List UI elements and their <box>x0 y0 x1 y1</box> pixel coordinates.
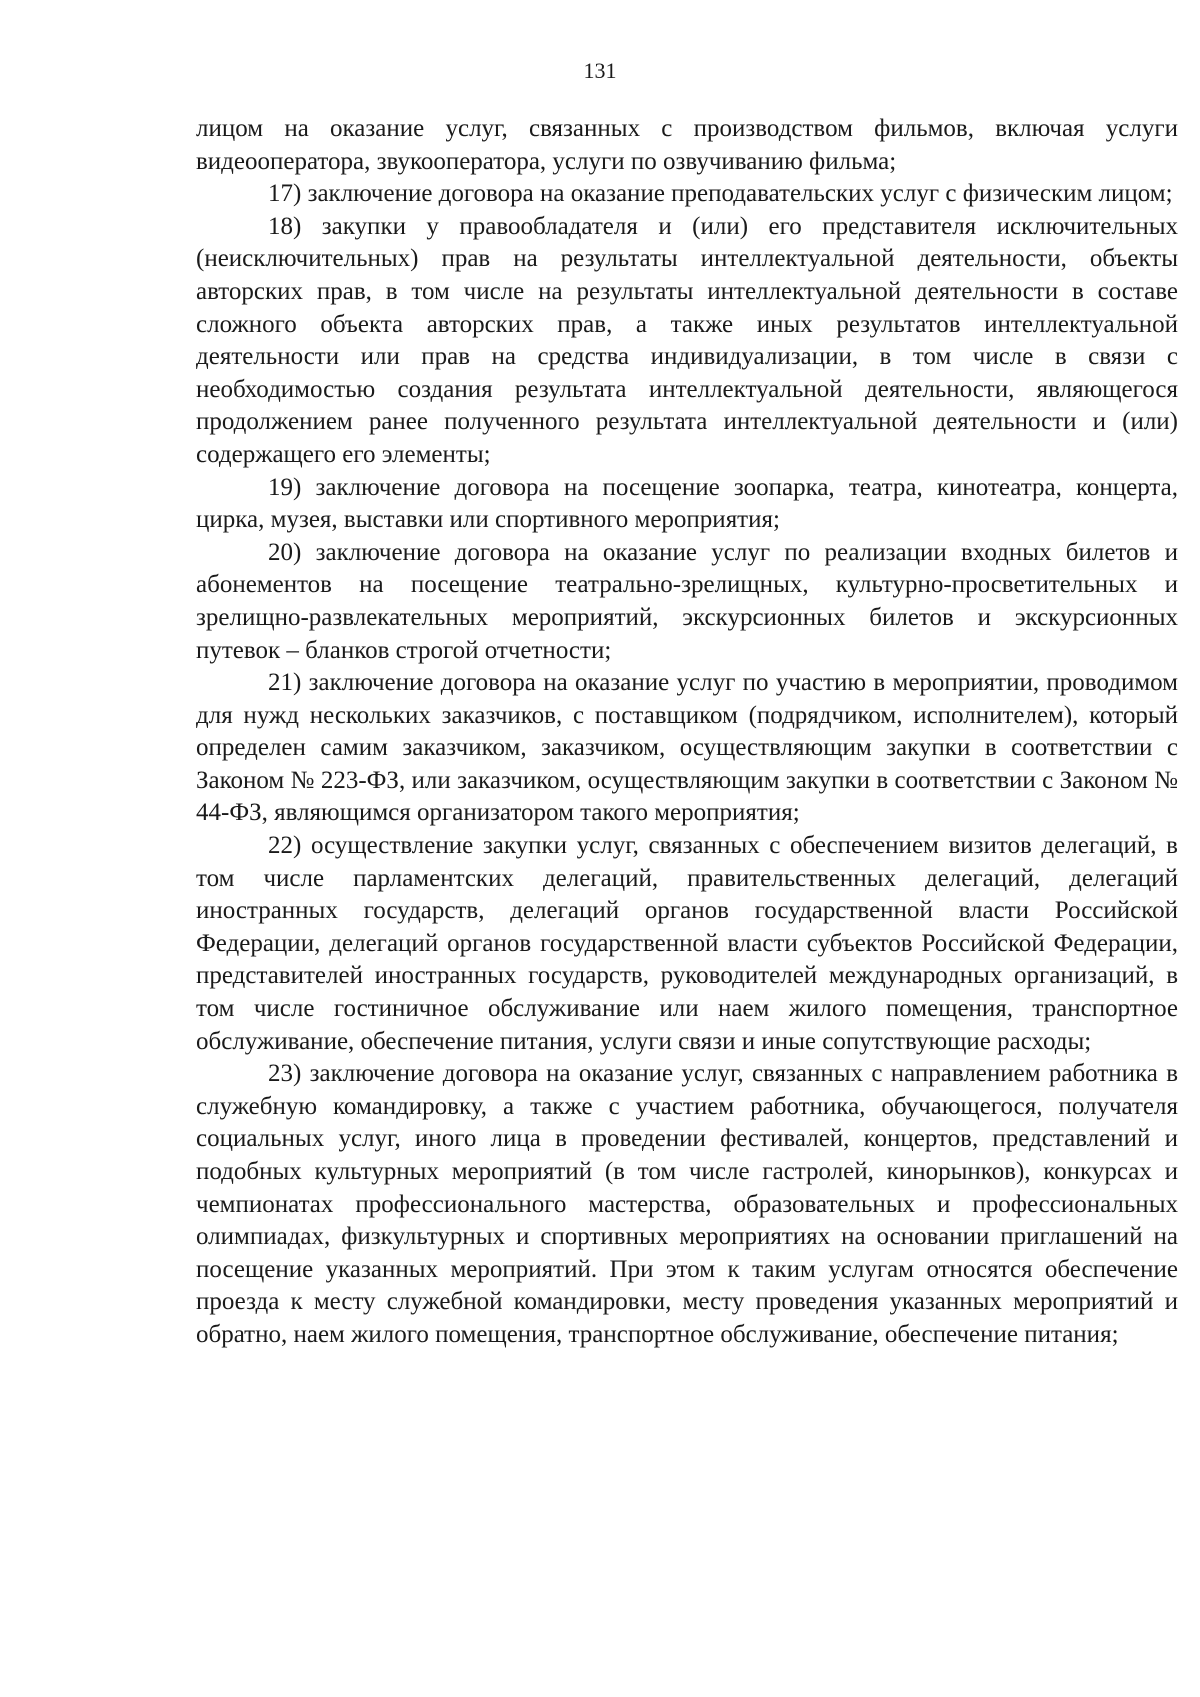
paragraph-continuation <box>196 113 1178 178</box>
list-item-17 <box>196 178 1178 211</box>
list-item-number: 23) <box>268 1060 302 1088</box>
list-item-number: 21) <box>268 669 302 697</box>
list-item-18 <box>196 211 1178 472</box>
list-item-number: 18) <box>268 212 302 240</box>
list-item-text: осуществление закупки услуг, связанных с обеспечением визитов делегаций, в том числе парламентских делегаций, правительственных делегаций, делегаций иностранных государств, делегаций органов государственной власти Российской Федерации, делегаций органов государственной власти субъектов Российской Федерации, представителей иностранных государств, руководителей международных организаций, в том числе гостиничное обслуживание или наем жилого помещения, транспортное обслуживание, обеспечение питания, услуги связи и иные сопутствующие расходы; <box>196 832 1178 1055</box>
list-item-number: 22) <box>268 832 302 860</box>
list-item-text: заключение договора на оказание услуг по участию в мероприятии, проводимом для нужд нескольких заказчиков, с поставщиком (подрядчиком, исполнителем), который определен самим заказчиком, заказчиком, осуществляющим закупки в соответствии с Законом № 223-ФЗ, или заказчиком, осуществляющим закупки в соответствии с Законом № 44-ФЗ, являющимся организатором такого мероприятия; <box>196 669 1178 827</box>
paragraph-text: лицом на оказание услуг, связанных с производством фильмов, включая услуги видеооператора, звукооператора, услуги по озвучиванию фильма; <box>196 115 1178 175</box>
list-item-22 <box>196 830 1178 1058</box>
list-item-text: заключение договора на оказание услуг по реализации входных билетов и абонементов на посещение театрально-зрелищных, культурно-просветительных и зрелищно-развлекательных мероприятий, экскурсионных билетов и экскурсионных путевок – бланков строгой отчетности; <box>196 538 1178 664</box>
list-item-20 <box>196 537 1178 667</box>
list-item-number: 17) <box>268 180 302 208</box>
list-item-number: 20) <box>268 538 302 566</box>
document-body <box>196 113 1178 1352</box>
list-item-text: заключение договора на оказание услуг, связанных с направлением работника в служебную командировку, а также с участием работника, обучающегося, получателя социальных услуг, иного лица в проведении фестивалей, концертов, представлений и подобных культурных мероприятий (в том числе гастролей, кинорынков), конкурсах и чемпионатах профессионального мастерства, образовательных и профессиональных олимпиадах, физкультурных и спортивных мероприятиях на основании приглашений на посещение указанных мероприятий. При этом к таким услугам относятся обеспечение проезда к месту служебной командировки, месту проведения указанных мероприятий и обратно, наем жилого помещения, транспортное обслуживание, обеспечение питания; <box>196 1060 1178 1348</box>
list-item-23 <box>196 1058 1178 1351</box>
list-item-text: заключение договора на посещение зоопарка, театра, кинотеатра, концерта, цирка, музея, выставки или спортивного мероприятия; <box>196 473 1178 534</box>
page-number: 131 <box>583 58 617 83</box>
list-item-19 <box>196 472 1178 537</box>
list-item-text: закупки у правообладателя и (или) его представителя исключительных (неисключительных) прав на результаты интеллектуальной деятельности, объекты авторских прав, в том числе на результаты интеллектуальной деятельности в составе сложного объекта авторских прав, а также иных результатов интеллектуальной деятельности или прав на средства индивидуализации, в том числе в связи с необходимостью создания результата интеллектуальной деятельности, являющегося продолжением ранее полученного результата интеллектуальной деятельности и (или) содержащего его элементы; <box>196 212 1178 468</box>
list-item-text: заключение договора на оказание преподавательских услуг с физическим лицом; <box>301 180 1173 208</box>
list-item-21 <box>196 667 1178 830</box>
list-item-number: 19) <box>268 473 302 501</box>
